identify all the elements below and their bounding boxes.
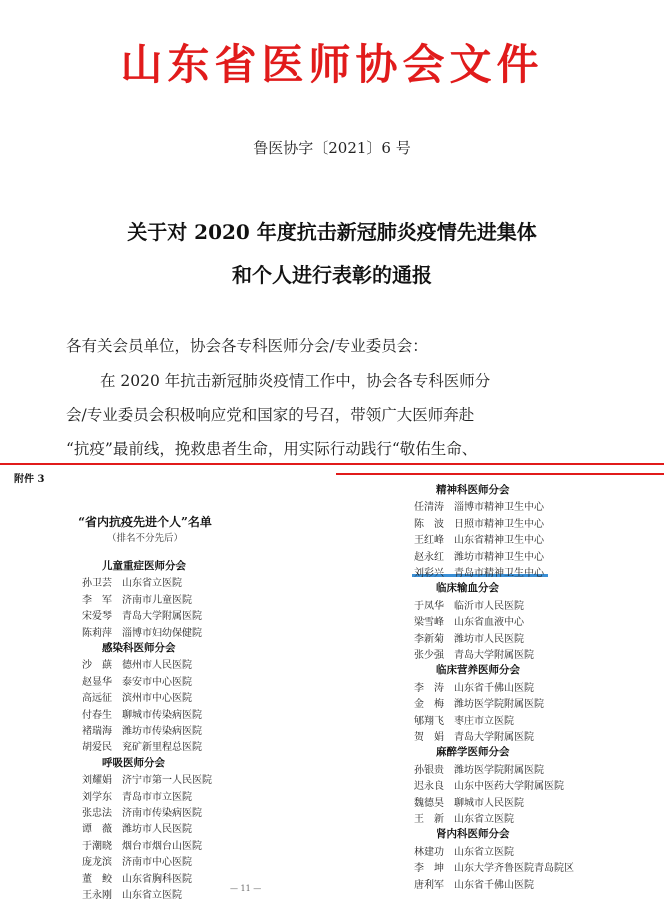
roster-row <box>82 886 182 901</box>
category-heading: 感染科医师分会 <box>102 642 176 654</box>
person-org: 日照市精神卫生中心 <box>454 518 544 530</box>
person-name: 贺 娟 <box>414 732 444 743</box>
person-org: 兖矿新里程总医院 <box>122 742 202 754</box>
roster-row <box>414 597 524 612</box>
roster-row <box>414 498 544 513</box>
person-name: 张忠法 <box>82 808 112 819</box>
person-org: 潍坊市人民医院 <box>122 824 192 836</box>
person-org: 潍坊市传染病医院 <box>122 726 202 737</box>
roster-row <box>82 820 192 835</box>
roster-row <box>82 722 202 737</box>
person-name: 付春生 <box>82 709 112 721</box>
person-name: 李 坤 <box>414 863 444 875</box>
person-org: 青岛大学附属医院 <box>454 732 534 743</box>
person-org: 德州市人民医院 <box>122 660 192 672</box>
category-heading: 肾内科医师分会 <box>436 828 510 841</box>
person-name: 陈 波 <box>414 518 444 530</box>
person-org: 青岛市市立医院 <box>122 791 192 803</box>
person-name: 胡爱民 <box>82 742 112 754</box>
person-org: 山东省精神卫生中心 <box>454 535 544 547</box>
list-title: “省内抗疫先进个人”名单 <box>78 515 212 529</box>
body-line-1: 在 2020 年抗击新冠肺炎疫情工作中，协会各专科医师分 <box>100 372 491 390</box>
category-heading: 儿童重症医师分会 <box>102 560 186 572</box>
person-org: 山东省立医院 <box>122 578 182 590</box>
roster-row <box>414 515 544 530</box>
person-org: 枣庄市立医院 <box>454 715 514 727</box>
red-divider <box>0 463 664 465</box>
person-name: 刘彩兴 <box>414 568 444 579</box>
roster-row <box>414 613 524 628</box>
annex-label: 附件 3 <box>14 474 45 485</box>
person-org: 青岛大学附属医院 <box>122 611 202 623</box>
person-name: 孙银贵 <box>414 764 444 776</box>
person-org: 济南市中心医院 <box>122 857 192 869</box>
roster-row <box>82 853 192 868</box>
person-org: 济宁市第一人民医院 <box>122 775 212 787</box>
person-org: 潍坊市人民医院 <box>454 633 524 645</box>
person-org: 山东省立医院 <box>454 814 514 825</box>
person-org: 济南市儿童医院 <box>122 594 192 606</box>
person-name: 宋爱琴 <box>82 611 112 623</box>
roster-row <box>82 870 192 885</box>
person-name: 刘耀娟 <box>82 775 112 787</box>
person-org: 青岛市精神卫生中心 <box>454 568 544 579</box>
person-name: 李新菊 <box>414 633 444 645</box>
person-name: 王永刚 <box>82 890 112 901</box>
roster-row <box>82 607 202 622</box>
roster-row <box>82 788 192 803</box>
person-org: 潍坊市精神卫生中心 <box>454 551 544 563</box>
body-line-3: “抗疫”最前线，挽救患者生命，用实际行动践行“敬佑生命、 <box>66 440 478 458</box>
person-name: 刘学东 <box>82 791 112 803</box>
person-name: 魏德昊 <box>414 797 444 809</box>
category-heading: 呼吸医师分会 <box>102 756 165 769</box>
person-org: 青岛大学附属医院 <box>454 650 534 661</box>
person-org: 聊城市传染病医院 <box>122 709 202 721</box>
roster-row <box>414 728 534 743</box>
person-name: 于潮晓 <box>82 840 112 852</box>
roster-row <box>82 624 202 639</box>
person-org: 山东省立医院 <box>454 846 514 858</box>
body-line-2: 会/专业委员会积极响应党和国家的号召，带领广大医师奔赴 <box>66 406 475 424</box>
person-name: 金 梅 <box>414 699 444 711</box>
roster-row <box>82 837 202 852</box>
person-org: 济南市传染病医院 <box>122 808 202 819</box>
roster-row <box>414 564 544 579</box>
person-name: 褚瑞海 <box>82 726 112 737</box>
person-name: 于凤华 <box>414 600 444 612</box>
person-org: 山东省千佛山医院 <box>454 879 534 891</box>
roster-row <box>414 876 534 891</box>
headline-line2: 和个人进行表彰的通报 <box>232 263 432 287</box>
person-org: 淄博市精神卫生中心 <box>454 502 544 514</box>
category-heading: 精神科医师分会 <box>436 484 510 496</box>
person-name: 迟永良 <box>414 781 444 793</box>
person-name: 董 鲛 <box>82 873 112 885</box>
roster-row <box>82 738 202 753</box>
person-name: 李 军 <box>82 594 112 606</box>
headline-line1: 关于对 2020 年度抗击新冠肺炎疫情先进集体 <box>127 220 537 244</box>
person-org: 潍坊医学院附属医院 <box>454 699 544 711</box>
person-org: 聊城市人民医院 <box>454 797 524 809</box>
person-org: 泰安市中心医院 <box>122 676 192 688</box>
person-name: 高远征 <box>82 693 112 705</box>
roster-row <box>414 859 574 874</box>
doc-number: 鲁医协字〔2021〕6 号 <box>253 139 411 157</box>
person-name: 张少强 <box>414 650 444 661</box>
person-name: 任清涛 <box>414 502 444 514</box>
person-name: 郇翔飞 <box>414 715 444 727</box>
person-org: 潍坊医学院附属医院 <box>454 764 544 776</box>
roster-row <box>414 695 544 710</box>
person-org: 烟台市烟台山医院 <box>122 840 202 852</box>
person-org: 滨州市中心医院 <box>122 693 192 705</box>
page-number: — 11 — <box>230 884 262 893</box>
roster-row <box>414 531 544 546</box>
person-name: 唐利军 <box>414 879 444 891</box>
person-name: 谭 薇 <box>82 824 112 836</box>
roster-row <box>414 810 514 825</box>
roster-row <box>414 843 514 858</box>
person-name: 李 涛 <box>414 682 444 694</box>
person-org: 山东省血液中心 <box>454 617 524 629</box>
annex-page <box>0 466 664 901</box>
person-org: 山东省胸科医院 <box>122 873 192 885</box>
person-name: 赵显华 <box>82 676 112 688</box>
roster-row <box>82 574 182 589</box>
roster-row <box>414 646 534 661</box>
person-org: 山东省千佛山医院 <box>454 682 534 694</box>
person-name: 王红峰 <box>414 535 444 547</box>
roster-row <box>414 630 524 645</box>
person-org: 淄博市妇幼保健院 <box>122 627 202 639</box>
roster-row <box>82 656 192 671</box>
person-name: 孙卫芸 <box>82 578 112 590</box>
person-name: 沙 蕻 <box>82 660 112 672</box>
person-org: 山东省立医院 <box>122 890 182 901</box>
roster-row <box>82 591 192 606</box>
person-name: 庞龙滨 <box>82 857 112 869</box>
category-heading: 麻醉学医师分会 <box>436 746 510 759</box>
roster-row <box>414 761 544 776</box>
list-note: （排名不分先后） <box>106 533 183 544</box>
roster-row <box>414 777 564 792</box>
person-name: 梁雪峰 <box>414 617 444 629</box>
roster-row <box>82 689 192 704</box>
salutation: 各有关会员单位，协会各专科医师分会/专业委员会： <box>66 337 428 355</box>
person-org: 山东中医药大学附属医院 <box>454 781 564 793</box>
roster-row <box>414 712 514 727</box>
person-name: 林建功 <box>414 846 444 858</box>
person-org: 临沂市人民医院 <box>454 600 524 612</box>
roster-row <box>414 794 524 809</box>
roster-row <box>414 548 544 563</box>
person-name: 赵永红 <box>414 551 444 563</box>
roster-row <box>82 673 192 688</box>
person-name: 王 新 <box>414 814 444 825</box>
org-title: 山东省医师协会文件 <box>120 40 544 89</box>
roster-row <box>82 706 202 721</box>
category-heading: 临床营养医师分会 <box>436 664 520 677</box>
roster-row <box>82 771 212 786</box>
category-heading: 临床输血分会 <box>436 582 499 595</box>
roster-row <box>82 804 202 819</box>
roster-row <box>414 679 534 694</box>
person-org: 山东大学齐鲁医院青岛院区 <box>454 863 574 875</box>
person-name: 陈莉萍 <box>82 627 112 639</box>
